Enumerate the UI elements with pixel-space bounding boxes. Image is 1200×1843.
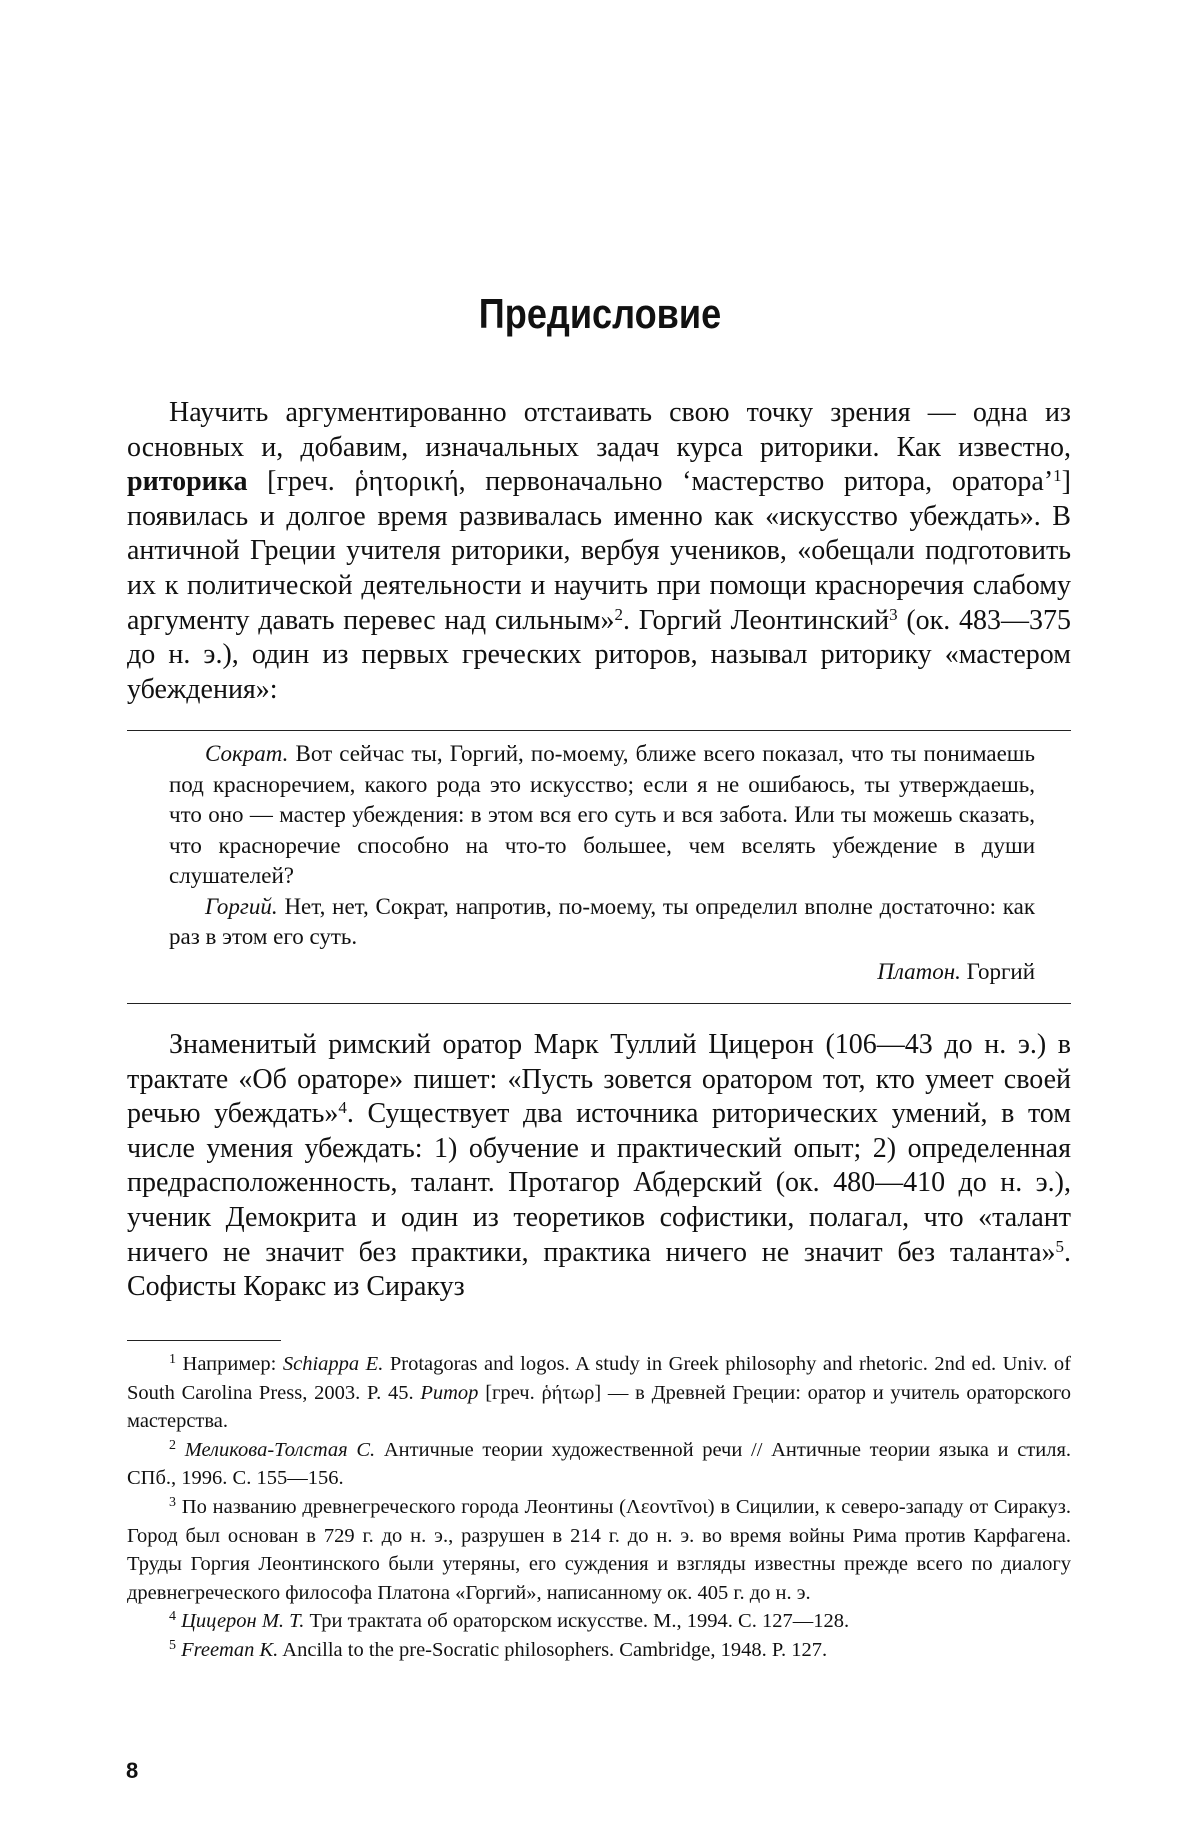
footnote-3 [127,1493,1071,1607]
intro-paragraph [127,396,1071,707]
footnote-author: Freeman K. [181,1638,279,1661]
block-quote [169,739,1035,987]
footnote-text [176,1439,185,1461]
footnote-ref-4[interactable]: 4 [338,1098,347,1118]
source-author: Платон. [877,958,961,984]
footnote-text: Например: [176,1353,283,1375]
footnote-author: Цицерон М. Т. [181,1610,305,1633]
footnote-text: Ancilla to the pre-Socratic philosophers. Cambridge, 1948. P. 127. [278,1638,828,1661]
page-number: 8 [126,1758,139,1783]
quote-text: Вот сейчас ты, Горгий, по-моему, ближе всего показал, что ты понимаешь под красноречием, какого рода это искусство; если я не ошибаюсь, ты утверждаешь, что оно — мастер убеждения: в этом вся его суть и вся забота. Или ты можешь сказать, что красноречие способно на что-то большее, чем вселять убеждение в души слушателей? [169,741,1035,888]
footnote-number: 5 [169,1637,176,1653]
source-work: Горгий [960,958,1035,984]
text-run: . Софисты Коракс из Сиракуз [127,1236,1071,1303]
footnote-1 [127,1350,1071,1436]
quote-source [169,957,1035,988]
footnote-number: 2 [169,1437,176,1453]
footnote-text: [греч. ῥήτωρ] — в Древней Греции: оратор и учитель ораторского мастерства. [127,1381,1071,1433]
footnote-text: Protagoras and logos. A study in Greek philosophy and rhetoric. 2nd ed. Univ. of South Carolina Press, 2003. P. 45. [127,1353,1072,1404]
quote-text: Нет, нет, Сократ, напротив, по-моему, ты определил вполне достаточно: как раз в этом его суть. [169,893,1035,949]
speaker-name: Сократ. [205,741,289,766]
footnote-text: По названию древнегреческого города Леонтины (Λεοντῖνοι) в Сицилии, к северо-западу от Сиракуз. Город был основан в 729 г. до н. э., разрушен в 214 г. до н. э. во время войны Рима против Карфагена. Труды Горгия Леонтинского были утеряны, его суждения и взгляды известны прежде всего по диалогу древнегреческого философа Платона «Горгий», написанному ок. 405 г. до н. э. [127,1495,1071,1604]
footnote-ref-3[interactable]: 3 [889,604,898,624]
footnote-4 [127,1607,1071,1636]
footnote-number: 3 [169,1494,176,1510]
footnote-ref-2[interactable]: 2 [614,604,623,624]
footnote-text: Античные теории художественной речи // Античные теории языка и стиля. СПб., 1996. С. 155—156. [127,1438,1072,1490]
footnote-author: Меликова-Толстая С. [184,1438,376,1461]
text-run: . Существует два источника риторических умений, в том числе умения убеждать: 1) обучение и практический опыт; 2) определенная предрасположенность, талант. Протагор Абдерский (ок. 480—410 до н. э.), ученик Демокрита и один из теоретиков софистики, полагал, что «талант ничего не значит без практики, практика ничего не значит без таланта» [127,1098,1071,1268]
second-paragraph [127,1028,1071,1305]
speaker-name: Горгий. [205,893,278,919]
text-run: ] появилась и долгое время развивалась именно как «искусство убеждать». В античной Греции учителя риторики, вербуя учеников, «обещали подготовить их к политической деятельности и научить при помощи красноречия слабому аргументу давать перевес над сильным» [127,466,1071,636]
quote-line-socrates [169,739,1035,892]
footnote-5 [127,1636,1071,1665]
quote-top-rule [127,730,1071,731]
text-run: Научить аргументированно отстаивать свою точку зрения — одна из основных и, добавим, изначальных задач курса риторики. Как известно, [127,397,1071,463]
footnote-term: Ритор [420,1381,479,1404]
footnote-number: 1 [169,1352,176,1367]
text-run: (ок. 483—375 до н. э.), один из первых греческих риторов, называл риторику «мастером убеждения»: [127,604,1071,705]
footnote-2 [127,1436,1071,1493]
footnote-ref-1[interactable]: 1 [1053,466,1062,486]
footnote-number: 4 [169,1609,176,1625]
footnotes [127,1350,1071,1665]
chapter-title: Предисловие [478,290,722,337]
text-run: . Горгий Леонтинский [623,604,890,636]
quote-line-gorgias [169,892,1035,953]
footnote-author: Schiappa E. [282,1353,384,1375]
term-rhetoric: риторика [127,466,248,498]
footnote-text: Три трактата об ораторском искусстве. М., 1994. С. 127—128. [304,1610,850,1633]
text-run: Знаменитый римский оратор Марк Туллий Цицерон (106—43 до н. э.) в трактате «Об ораторе» пишет: «Пусть зовется оратором тот, кто умеет своей речью убеждать» [127,1029,1071,1130]
quote-bottom-rule [127,1003,1071,1004]
footnote-separator [127,1340,281,1341]
text-run: [греч. ῥητορική, первоначально ‘мастерство ритора, оратора’ [247,466,1054,498]
footnote-ref-5[interactable]: 5 [1055,1236,1064,1256]
